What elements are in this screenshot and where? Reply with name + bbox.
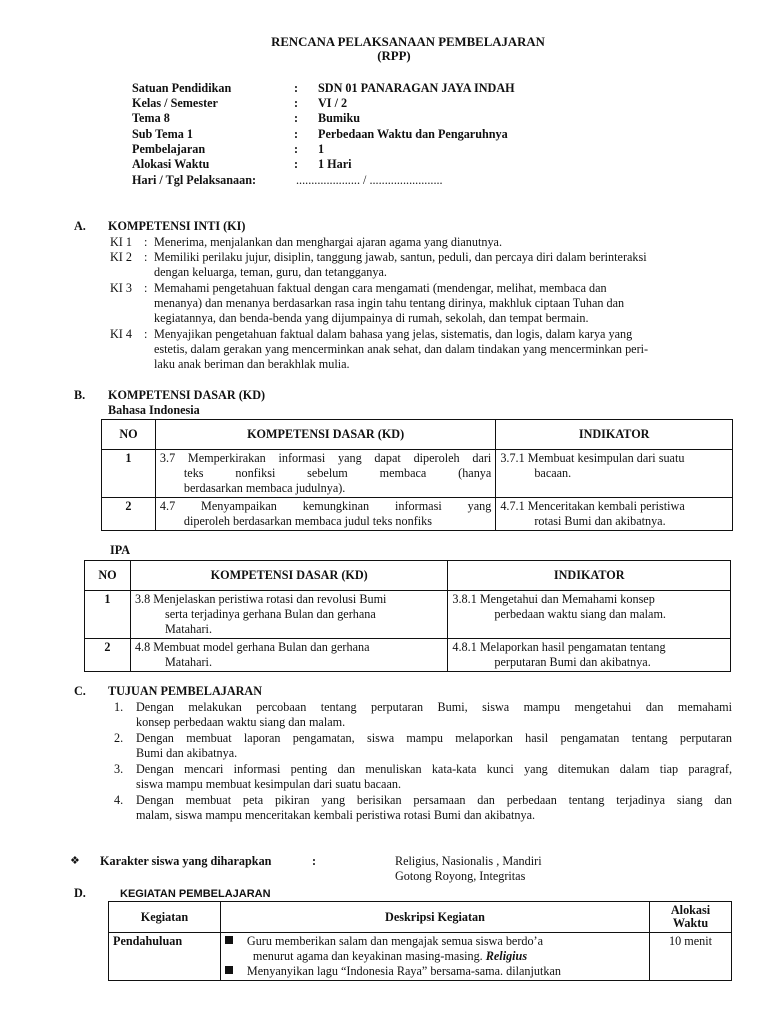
table-row [109,933,732,981]
kd-cell: 4.8 Membuat model gerhana Bulan dan gerhana Matahari. [130,639,447,672]
activity-time: 10 menit [650,933,732,981]
column-header: INDIKATOR [448,561,731,591]
section-letter: B. [74,388,86,402]
identity-colon: : [294,111,299,125]
column-header: KOMPETENSI DASAR (KD) [130,561,447,591]
column-header: Alokasi Waktu [650,902,732,933]
ki-code: KI 2 [110,250,133,264]
identity-value: 1 [318,142,325,156]
section-heading: TUJUAN PEMBELAJARAN [108,684,263,698]
goal-number: 3. [114,762,124,776]
identity-label: Satuan Pendidikan [132,81,232,95]
diamond-bullet-icon: ❖ [70,855,80,867]
ki-code: KI 3 [110,281,133,295]
column-header: KOMPETENSI DASAR (KD) [155,420,495,450]
identity-label: Hari / Tgl Pelaksanaan: [132,173,257,187]
identity-colon: : [294,96,299,110]
ki-colon: : [144,235,148,249]
goal-text: Dengan mencari informasi penting dan menuliskan kata-kata kunci yang ditemukan dalam tiap paragraf, siswa mampu membuat kesimpulan dari suatu bacaan. [136,762,732,791]
kd-cell: 3.7 Memperkirakan informasi yang dapat diperoleh dari teks nonfiksi sebelum membaca (hanya berdasarkan membaca judulnya). [155,450,495,498]
identity-colon: : [294,157,299,171]
list-item: Menyanyikan lagu “Indonesia Raya” bersama-sama. dilanjutkan [225,964,645,979]
goal-text: Dengan membuat peta pikiran yang berisikan persamaan dan perbedaan tentang terjadinya siang dan malam, siswa mampu menceritakan kembali peristiwa rotasi Bumi dan akibatnya. [136,793,732,822]
indicator-cell: 4.8.1 Melaporkan hasil pengamatan tentang perputaran Bumi dan akibatnya. [448,639,731,672]
list-item: Guru memberikan salam dan mengajak semua siswa berdo’a [225,934,645,949]
table-row [102,450,733,498]
indicator-cell: 3.7.1 Membuat kesimpulan dari suatu bacaan. [496,450,733,498]
ki-colon: : [144,281,148,295]
row-number: 2 [102,498,156,531]
section-heading: KOMPETENSI DASAR (KD) [108,388,266,402]
column-header: NO [85,561,131,591]
document-subtitle: (RPP) [377,49,411,63]
goal-number: 2. [114,731,124,745]
goal-text: Dengan membuat laporan pengamatan, siswa mampu melaporkan hasil pengamatan tentang perputaran Bumi dan akibatnya. [136,731,732,760]
section-heading: KEGIATAN PEMBELAJARAN [120,888,271,900]
kd-cell: 3.8 Menjelaskan peristiwa rotasi dan revolusi Bumi serta terjadinya gerhana Bulan dan gerhana Matahari. [130,591,447,639]
goal-number: 4. [114,793,124,807]
ki-code: KI 4 [110,327,133,341]
square-bullet-icon [225,966,233,974]
identity-value: ..................... / ........................ [296,173,443,187]
square-bullet-icon [225,936,233,944]
kd-table-ipa [84,560,731,672]
identity-value: Perbedaan Waktu dan Pengaruhnya [318,127,508,141]
goal-text: Dengan melakukan percobaan tentang perputaran Bumi, siswa mampu mengetahui dan memahami konsep perbedaan waktu siang dan malam. [136,700,732,729]
indicator-cell: 4.7.1 Menceritakan kembali peristiwa rotasi Bumi dan akibatnya. [496,498,733,531]
table-row [85,639,731,672]
identity-colon: : [294,127,299,141]
section-letter: A. [74,219,86,233]
identity-value: VI / 2 [318,96,348,110]
ki-text: Memahami pengetahuan faktual dengan cara mengamati (mendengar, melihat, membaca dan menanya) dan menanya berdasarkan rasa ingin tahu tentang dirinya, makhluk ciptaan Tuhan dan kegiatannya, dan benda-benda yang dijumpainya di rumah, sekolah, dan tempat bermain. [154,281,625,325]
indicator-cell: 3.8.1 Mengetahui dan Memahami konsep perbedaan waktu siang dan malam. [448,591,731,639]
ki-colon: : [144,250,148,264]
karakter-label: Karakter siswa yang diharapkan [100,854,272,868]
ki-text: Menyajikan pengetahuan faktual dalam bahasa yang jelas, sistematis, dan logis, dalam karya yang estetis, dalam gerakan yang mencerminkan anak sehat, dan dalam tindakan yang mencerminkan peri- laku anak beriman dan berakhlak mulia. [154,327,649,371]
karakter-colon: : [312,854,317,868]
kd-cell: 4.7 Menyampaikan kemungkinan informasi yang diperoleh berdasarkan membaca judul teks nonfiks [155,498,495,531]
row-number: 2 [85,639,131,672]
goal-number: 1. [114,700,124,714]
subject-label: IPA [110,543,131,557]
identity-colon: : [294,81,299,95]
identity-value: SDN 01 PANARAGAN JAYA INDAH [318,81,515,95]
column-header: Kegiatan [109,902,221,933]
identity-label: Tema 8 [132,111,170,125]
identity-value: 1 Hari [318,157,352,171]
ki-text: Menerima, menjalankan dan menghargai ajaran agama yang dianutnya. [154,235,502,249]
activity-name: Pendahuluan [109,933,221,981]
identity-label: Pembelajaran [132,142,206,156]
kegiatan-table [108,901,732,981]
activity-description: Guru memberikan salam dan mengajak semua siswa berdo’a menurut agama dan keyakinan masing-masing. Religius Menyanyikan lagu “Indonesia Raya” bersama-sama. dilanjutkan [220,933,649,981]
identity-value: Bumiku [318,111,361,125]
identity-label: Kelas / Semester [132,96,218,110]
column-header: INDIKATOR [496,420,733,450]
section-letter: D. [74,886,86,900]
column-header: NO [102,420,156,450]
row-number: 1 [102,450,156,498]
subject-label: Bahasa Indonesia [108,403,200,417]
karakter-values: Gotong Royong, Integritas [395,869,526,883]
character-tag: Religius [485,949,528,963]
ki-code: KI 1 [110,235,133,249]
section-letter: C. [74,684,86,698]
section-heading: KOMPETENSI INTI (KI) [108,219,246,233]
identity-colon: : [294,142,299,156]
karakter-values: Religius, Nasionalis , Mandiri [395,854,542,868]
ki-colon: : [144,327,148,341]
identity-label: Alokasi Waktu [132,157,210,171]
document-title: RENCANA PELAKSANAAN PEMBELAJARAN [271,35,545,49]
ki-text: Memiliki perilaku jujur, disiplin, tanggung jawab, santun, peduli, dan percaya diri dalam berinteraksi dengan keluarga, teman, guru, dan tetangganya. [154,250,647,279]
column-header: Deskripsi Kegiatan [220,902,649,933]
table-row [102,498,733,531]
table-row [85,591,731,639]
identity-label: Sub Tema 1 [132,127,193,141]
row-number: 1 [85,591,131,639]
kd-table-bahasa [101,419,733,531]
